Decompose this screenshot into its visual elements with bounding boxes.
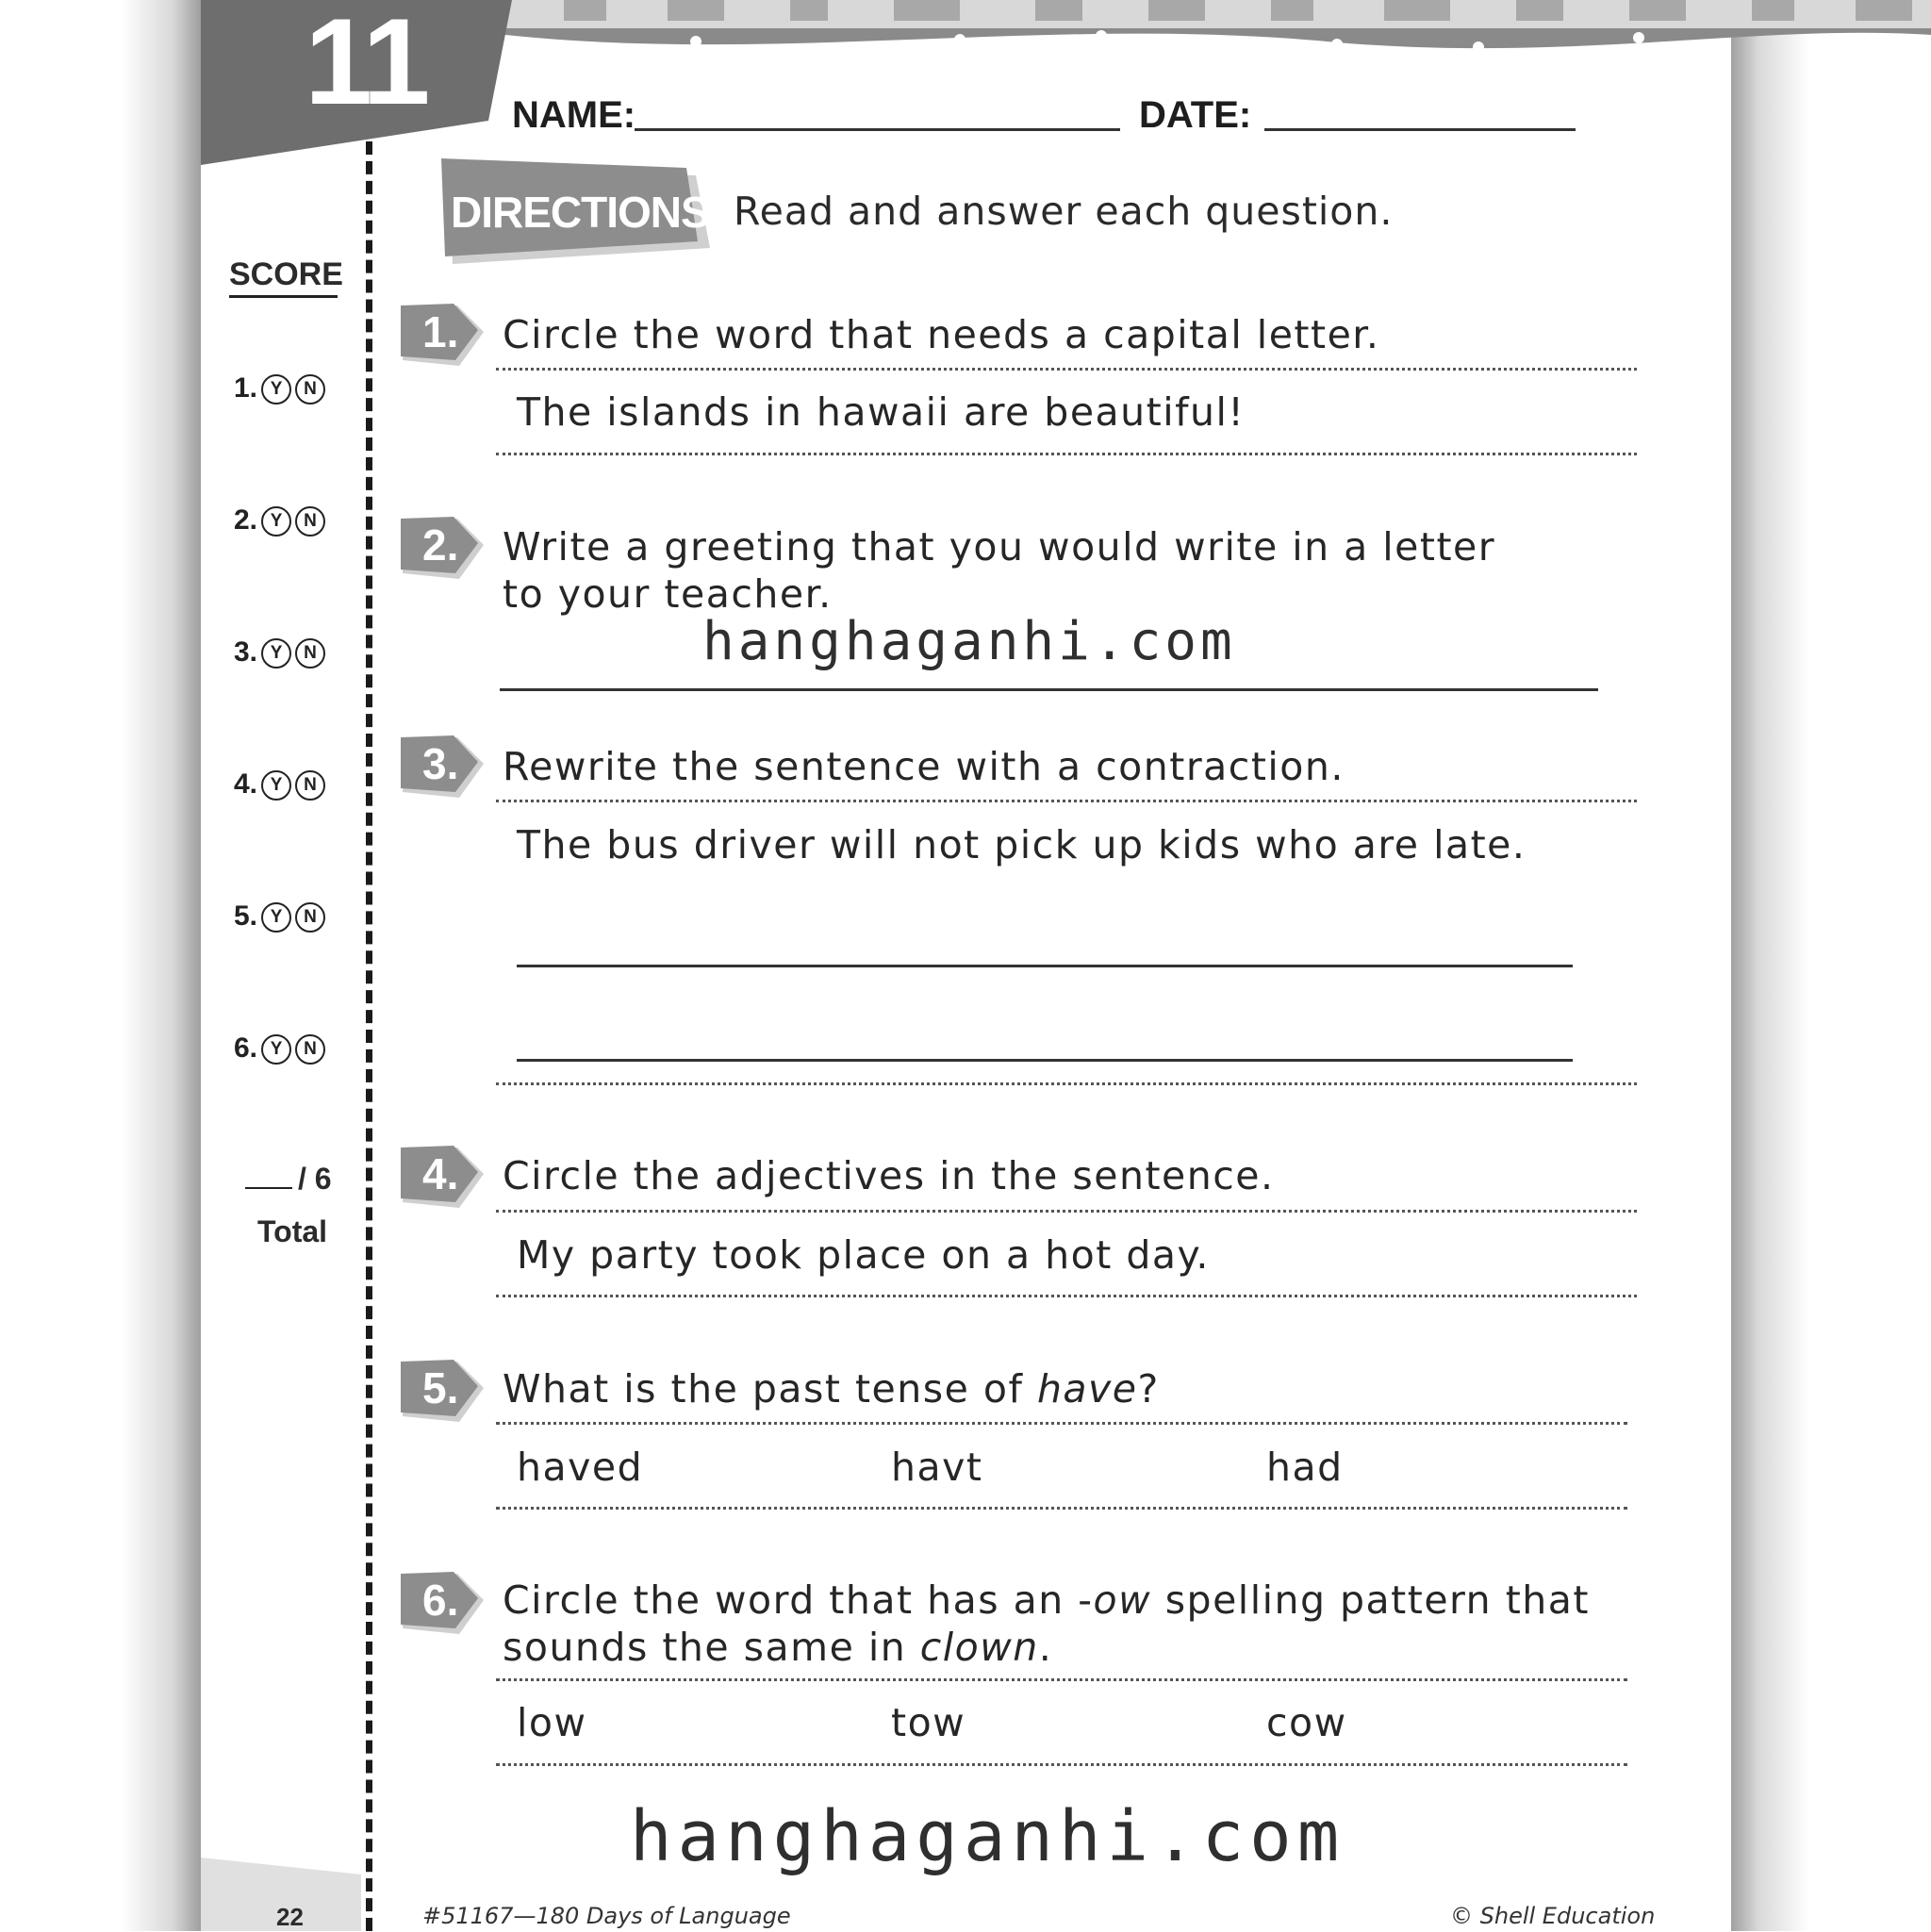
dotted-rule <box>496 1422 1627 1425</box>
total-label: Total <box>257 1214 328 1248</box>
question-5-prompt-italic: have <box>1036 1366 1138 1412</box>
name-label: NAME: <box>512 94 636 136</box>
score-row-6 <box>234 1032 325 1065</box>
scan-shadow-left <box>0 0 203 1931</box>
score-row-number: 1. <box>234 372 258 404</box>
question-1-prompt: Circle the word that needs a capital letter. <box>503 312 1380 357</box>
question-4-prompt: Circle the adjectives in the sentence. <box>503 1153 1275 1198</box>
question-2-prompt <box>503 523 1495 618</box>
question-5-prompt <box>503 1365 1160 1412</box>
page-number: 22 <box>276 1903 304 1931</box>
date-label: DATE: <box>1139 94 1252 136</box>
no-circle[interactable]: N <box>295 1034 325 1065</box>
dotted-rule <box>496 368 1637 371</box>
question-3-answer-line-1[interactable] <box>517 965 1573 967</box>
question-6-prompt-italic: clown <box>919 1625 1039 1670</box>
dotted-rule <box>496 800 1637 802</box>
question-number-6: 6. <box>422 1576 459 1625</box>
directions-instruction: Read and answer each question. <box>734 189 1394 234</box>
dotted-rule <box>496 1082 1637 1085</box>
question-6-choice-1[interactable]: low <box>517 1700 587 1745</box>
question-5-prompt-text: What is the past tense of <box>503 1366 1037 1412</box>
dotted-rule <box>496 1763 1627 1766</box>
yes-circle[interactable]: Y <box>261 770 291 801</box>
question-6-prompt-italic: ow <box>1093 1577 1152 1623</box>
question-6-prompt-text: spelling pattern that <box>1151 1577 1590 1623</box>
score-title: SCORE <box>229 256 338 298</box>
no-circle[interactable]: N <box>295 374 325 405</box>
question-6-prompt-text: Circle the word that has an - <box>503 1577 1094 1623</box>
dotted-rule <box>496 1210 1637 1213</box>
question-5-prompt-end: ? <box>1137 1366 1160 1412</box>
score-row-2 <box>234 504 325 537</box>
question-6-prompt <box>503 1577 1590 1671</box>
question-6-prompt-text: sounds the same in <box>503 1625 920 1670</box>
day-number: 11 <box>305 0 427 130</box>
no-circle[interactable]: N <box>295 638 325 669</box>
question-number-1: 1. <box>422 307 459 356</box>
worksheet-page <box>201 0 1731 1931</box>
top-banner-decoration <box>488 0 1931 57</box>
question-2-prompt-line1: Write a greeting that you would write in a letter <box>503 524 1496 570</box>
question-2-prompt-line2: to your teacher. <box>503 571 833 617</box>
question-6-choice-2[interactable]: tow <box>891 1700 966 1745</box>
score-divider <box>366 141 372 1931</box>
question-3-prompt: Rewrite the sentence with a contraction. <box>503 744 1345 789</box>
score-row-number: 6. <box>234 1032 258 1064</box>
yes-circle[interactable]: Y <box>261 638 291 669</box>
total-out-of: / 6 <box>298 1162 332 1196</box>
question-4-sentence[interactable]: My party took place on a hot day. <box>517 1232 1210 1278</box>
question-3-sentence: The bus driver will not pick up kids who are late. <box>517 822 1527 867</box>
question-6-prompt-end: . <box>1038 1625 1053 1670</box>
yes-circle[interactable]: Y <box>261 374 291 405</box>
question-3-answer-line-2[interactable] <box>517 1059 1573 1062</box>
question-2-answer-line[interactable] <box>500 688 1598 691</box>
no-circle[interactable]: N <box>295 506 325 537</box>
name-field[interactable] <box>635 128 1120 131</box>
score-row-number: 4. <box>234 768 258 800</box>
directions-label: DIRECTIONS <box>451 188 709 237</box>
scan-shadow-right <box>1728 0 1931 1931</box>
yes-circle[interactable]: Y <box>261 1034 291 1065</box>
book-title: #51167—180 Days of Language <box>422 1903 791 1929</box>
question-6-choice-3[interactable]: cow <box>1266 1700 1347 1745</box>
dotted-rule <box>496 1295 1637 1297</box>
yes-circle[interactable]: Y <box>261 506 291 537</box>
score-row-number: 2. <box>234 504 258 536</box>
total-blank[interactable] <box>245 1187 292 1189</box>
no-circle[interactable]: N <box>295 770 325 801</box>
question-number-2: 2. <box>422 520 459 570</box>
yes-circle[interactable]: Y <box>261 902 291 933</box>
question-6-prompt-line1 <box>503 1577 1590 1624</box>
score-row-5 <box>234 900 325 933</box>
score-row-number: 3. <box>234 636 258 668</box>
question-number-4: 4. <box>422 1149 459 1198</box>
score-row-1 <box>234 372 325 405</box>
watermark-text: hanghaganhi.com <box>630 1796 1345 1877</box>
score-row-number: 5. <box>234 900 258 932</box>
copyright: © Shell Education <box>1450 1903 1656 1929</box>
question-1-sentence[interactable]: The islands in hawaii are beautiful! <box>517 389 1246 435</box>
dotted-rule <box>496 1507 1627 1510</box>
question-5-choice-1[interactable]: haved <box>517 1445 644 1490</box>
no-circle[interactable]: N <box>295 902 325 933</box>
dotted-rule <box>496 453 1637 455</box>
question-number-5: 5. <box>422 1363 459 1412</box>
question-6-prompt-line2 <box>503 1624 1590 1671</box>
question-5-choice-2[interactable]: havt <box>891 1445 983 1490</box>
watermark-text: hanghaganhi.com <box>702 611 1236 672</box>
question-5-choice-3[interactable]: had <box>1266 1445 1344 1490</box>
score-row-3 <box>234 636 325 669</box>
score-row-4 <box>234 768 325 801</box>
score-total <box>245 1162 332 1197</box>
date-field[interactable] <box>1264 128 1576 131</box>
question-number-3: 3. <box>422 739 459 788</box>
dotted-rule <box>496 1678 1627 1681</box>
